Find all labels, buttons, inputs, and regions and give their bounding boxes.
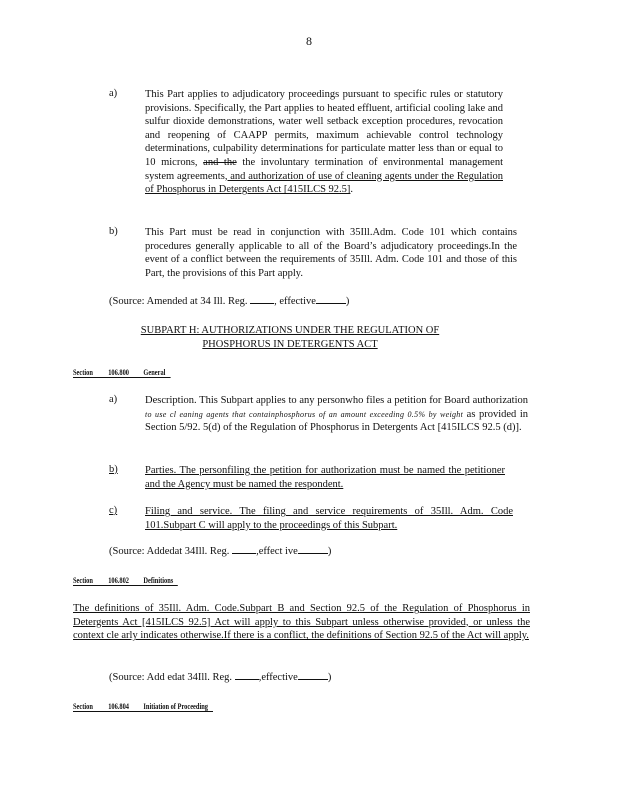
struck-text: and the [203, 156, 237, 168]
source-1-mid: , effective [274, 296, 316, 307]
section-number: 106.800 [108, 368, 129, 377]
section-title: Initiation of Proceeding [143, 702, 208, 711]
section-106-804-heading [73, 702, 213, 712]
source-2-end: ) [327, 546, 332, 557]
page-number: 8 [306, 34, 312, 48]
filing-service-paragraph: Filing and service. The filing and service requirements of 35Ill. Adm. Code 101.Subpart C will apply to the proceedings of this Subpart. [145, 506, 513, 531]
part-a-end: . [350, 184, 354, 196]
section-number: 106.802 [108, 576, 129, 585]
section-label: Section [73, 576, 93, 585]
item-b-label: b) [109, 464, 118, 475]
part-a-text: This Part applies to adjudicatory proceedings pursuant to specific rules or statutory provisions. Specifically, the Part applies to heated effluent, artificial cooling lake and sulfur dioxide demonstrations, water well setback exception procedures, revocation and reopening of CAAPP permits, maximum achievable control technology determinations, culpability determinations for particulate matter less than or equal to 10 microns, [145, 89, 503, 168]
source-note-2 [109, 546, 331, 557]
source-3-mid: ,effective [258, 672, 298, 683]
part-applies-paragraph [145, 88, 503, 197]
section-106-800-heading [73, 368, 170, 378]
source-2-mid: ,effect ive [256, 546, 298, 557]
subpart-h-line-2: PHOSPHORUS IN DETERGENTS ACT [202, 338, 378, 350]
definitions-paragraph: The definitions of 35Ill. Adm. Code.Subpart B and Section 92.5 of the Regulation of Phosphorus in Detergents Act [415ILCS 92.5] Act will apply to this Subpart unless otherwise provided, or unless the context cle arly indicates otherwise.If there is a conflict, the definitions of Section 92.5 of the Act will apply. [73, 603, 530, 642]
source-3-prefix: (Source: Add edat 34Ill. Reg. [109, 672, 233, 683]
source-note-1 [109, 296, 349, 307]
blank-line [250, 303, 274, 304]
subpart-h-heading [90, 324, 490, 351]
blank-line [235, 679, 259, 680]
source-1-end: ) [345, 296, 350, 307]
source-1-prefix: (Source: Amended at 34 Ill. Reg. [109, 296, 248, 307]
parties-paragraph: Parties. The personfiling the petition for authorization must be named the petitioner and the Agency must be named the respondent. [145, 465, 505, 490]
item-a-label: a) [109, 394, 118, 405]
section-label: Section [73, 702, 93, 711]
blank-line [298, 679, 328, 680]
description-paragraph [145, 394, 528, 435]
description-text: Description. This Subpart applies to any personwho files a petition for Board authorization [145, 395, 528, 406]
section-title: Definitions [143, 576, 174, 585]
description-italic-text: to use cl eaning agents that containphosphorus of an amount exceeding 0.5% by weight [145, 409, 464, 419]
item-b-label: b) [109, 226, 118, 237]
part-a-text-2: the involuntary termination of environmental management system agreements [145, 156, 503, 182]
blank-line [232, 553, 256, 554]
section-label: Section [73, 368, 93, 377]
inserted-text: , and authorization of use of cleaning agents under the Regulation of Phosphorus in Detergents Act [415ILCS 92.5] [145, 170, 503, 196]
source-note-3 [109, 672, 331, 683]
section-number: 106.804 [108, 702, 129, 711]
blank-line [298, 553, 328, 554]
item-c-label: c) [109, 505, 118, 516]
source-2-prefix: (Source: Addedat 34Ill. Reg. [109, 546, 230, 557]
item-a-label: a) [109, 88, 118, 99]
section-title: General [143, 368, 166, 377]
blank-line [316, 303, 346, 304]
conjunction-paragraph: This Part must be read in conjunction with 35Ill.Adm. Code 101 which contains procedures generally applicable to all of the Board’s adjudicatory proceedings.In the event of a conflict between the requirements of 35Ill. Adm. Code 101 and those of this Part, the provisions of this Part apply. [145, 227, 517, 279]
section-106-802-heading [73, 576, 178, 586]
description-text-2: as provided in Section 5/92. 5(d) of the Regulation of Phosphorus in Detergents Act [415ILCS 92.5 (d)]. [145, 408, 529, 434]
source-3-end: ) [327, 672, 332, 683]
subpart-h-line-1: SUBPART H: AUTHORIZATIONS UNDER THE REGULATION OF [140, 325, 440, 336]
